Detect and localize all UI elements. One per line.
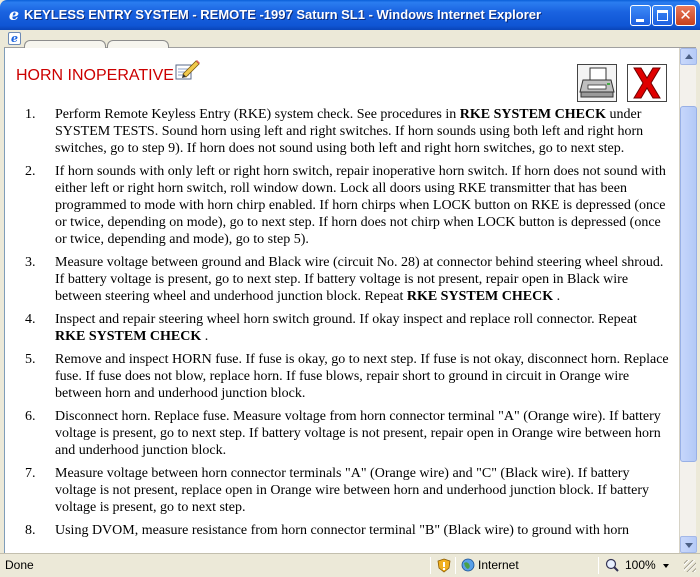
resize-grip[interactable] xyxy=(684,560,696,572)
rke-system-check-link: RKE SYSTEM CHECK xyxy=(459,107,606,122)
divider xyxy=(430,557,431,574)
shield-warning-icon[interactable] xyxy=(437,558,451,573)
vertical-scrollbar[interactable] xyxy=(679,48,696,553)
status-bar xyxy=(0,553,700,577)
divider xyxy=(455,557,456,574)
window-title: KEYLESS ENTRY SYSTEM - REMOTE -1997 Saturn SL1 - Windows Internet Explorer xyxy=(24,7,542,22)
printer-icon xyxy=(578,65,616,101)
page-heading: HORN INOPERATIVE xyxy=(16,67,174,84)
steps-list xyxy=(25,106,670,545)
arrow-down-icon xyxy=(685,543,693,548)
close-window-button[interactable] xyxy=(675,5,696,26)
title-bar xyxy=(0,0,700,30)
minimize-icon xyxy=(636,19,644,22)
page-content xyxy=(4,48,679,553)
minimize-button[interactable] xyxy=(630,5,651,26)
globe-icon xyxy=(461,558,475,572)
status-text: Done xyxy=(5,558,34,572)
list-item: 8. Using DVOM, measure resistance from horn connector terminal "B" (Black wire) to ground with horn xyxy=(25,523,630,538)
zoom-icon[interactable] xyxy=(605,558,619,572)
tab-strip xyxy=(4,30,696,48)
pencil-notepad-icon xyxy=(174,59,200,81)
arrow-up-icon xyxy=(685,54,693,59)
scroll-up-button[interactable] xyxy=(680,48,697,65)
page-icon: e xyxy=(8,32,21,45)
list-item: 1. Perform Remote Keyless Entry (RKE) system check. See procedures in RKE SYSTEM CHECK under SYSTEM TESTS. Sound horn using left and right switches. If horn sounds using both left and right horn switches, go to step 9). If horn does not sound using both left and right horn switches, go to next step. xyxy=(25,107,644,156)
maximize-button[interactable] xyxy=(652,5,673,26)
chevron-down-icon[interactable] xyxy=(663,564,669,568)
list-item: 4. Inspect and repair steering wheel horn switch ground. If okay inspect and replace roll connector. Repeat RKE SYSTEM CHECK . xyxy=(25,312,637,344)
ie-logo-icon: e xyxy=(8,5,20,24)
scroll-thumb[interactable] xyxy=(680,106,697,462)
rke-system-check-link: RKE SYSTEM CHECK xyxy=(55,329,202,344)
divider xyxy=(598,557,599,574)
security-zone: Internet xyxy=(478,558,519,572)
list-item: 3. Measure voltage between ground and Black wire (circuit No. 28) at connector behind steering wheel shroud. If battery voltage is present, go to next step. If battery voltage is not present, repair open in Black wire between steering wheel and underhood junction block. Repeat RKE SYSTEM CHECK . xyxy=(25,255,664,304)
scroll-down-button[interactable] xyxy=(680,536,697,553)
close-page-button[interactable] xyxy=(627,64,667,102)
zoom-level[interactable]: 100% xyxy=(625,558,656,572)
list-item: 2. If horn sounds with only left or right horn switch, repair inoperative horn switch. If horn does not sound with either left or right horn switch, roll window down. Lock all doors using RKE transmitter that has been programmed to mode with horn chirp enabled. If horn chirps when LOCK button on RKE is depressed (once or twice, depending on mode), go to next step. If horn does not chirp when LOCK button is depressed (once or twice, depending and mode), go to step 5). xyxy=(25,164,666,247)
maximize-icon xyxy=(657,10,668,21)
close-icon: ✕ xyxy=(679,6,692,24)
list-item: 7. Measure voltage between horn connector terminals "A" (Orange wire) and "C" (Black wire). If battery voltage is not present, replace open in Orange wire between horn and underhood junction block. If battery voltage is present, go to next step. xyxy=(25,466,650,515)
list-item: 5. Remove and inspect HORN fuse. If fuse is okay, go to next step. If fuse is not okay, disconnect horn. Replace fuse. If fuse does not blow, replace horn. If fuse blows, repair short to ground in circuit in Orange wire between horn and underhood junction block. xyxy=(25,352,669,401)
red-x-close-icon xyxy=(628,65,666,101)
rke-system-check-link: RKE SYSTEM CHECK xyxy=(406,289,554,304)
print-button[interactable] xyxy=(577,64,617,102)
list-item: 6. Disconnect horn. Replace fuse. Measure voltage from horn connector terminal "A" (Orange wire). If battery voltage is present, go to next step. If battery voltage is not present, repair open in Orange wire between horn and underhood junction block. xyxy=(25,409,661,458)
